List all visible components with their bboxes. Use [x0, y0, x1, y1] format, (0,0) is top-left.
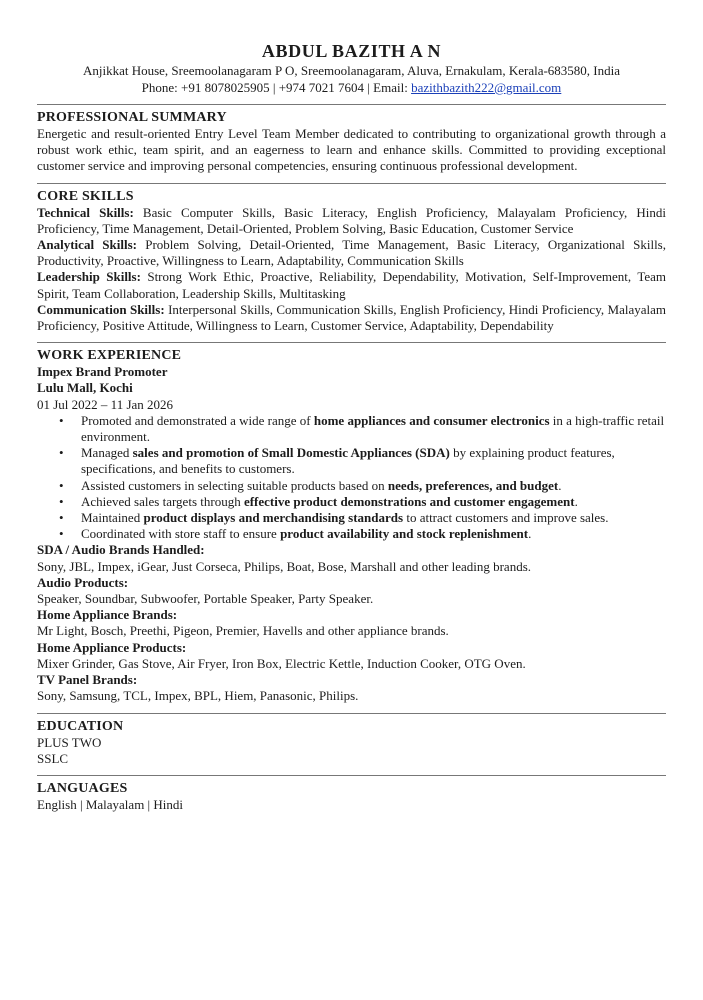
candidate-name: ABDUL BAZITH A N [261, 41, 442, 61]
skill-label: Technical Skills: [37, 204, 134, 220]
section-title-education: EDUCATION [37, 718, 124, 734]
job-location: Lulu Mall, Kochi [37, 380, 133, 396]
list-item: • Promoted and demonstrated a wide range of home appliances and consumer electronics in a high-traffic retail environment. [37, 413, 666, 445]
section-title-work: WORK EXPERIENCE [37, 348, 182, 364]
list-item: • Assisted customers in selecting suitable products based on needs, preferences, and budget. [37, 478, 666, 494]
group-heading: Audio Products: [37, 574, 129, 590]
skill-text: Strong Work Ethic, Proactive, Reliability, Dependability, Motivation, Self-Improvement, Team Spirit, Team Collaboration, Leadership Skills, Multitasking [37, 269, 666, 301]
summary-section [37, 109, 666, 175]
list-item: • Coordinated with store staff to ensure product availability and stock replenishment. [37, 526, 666, 542]
group-text: Speaker, Soundbar, Subwoofer, Portable Speaker, Party Speaker. [37, 591, 374, 607]
section-title-summary: PROFESSIONAL SUMMARY [37, 110, 227, 125]
skills-section [37, 188, 666, 335]
job-role: Impex Brand Promoter [37, 364, 168, 380]
section-title-languages: LANGUAGES [37, 780, 128, 796]
resume-header [37, 40, 666, 96]
email-link[interactable]: bazithbazith222@gmail.com [411, 80, 562, 95]
languages-text: English | Malayalam | Hindi [37, 796, 184, 812]
skill-text: Interpersonal Skills, Communication Skills, English Proficiency, Hindi Proficiency, Malayalam Proficiency, Positive Attitude, Willingness to Learn, Customer Service, Adaptability, Dependability [37, 301, 666, 334]
skill-label: Communication Skills: [37, 301, 165, 317]
group-heading: Home Appliance Products: [37, 639, 187, 655]
job-bullets [37, 413, 666, 543]
divider [37, 183, 666, 184]
divider [37, 775, 666, 776]
skill-group-technical [37, 205, 666, 237]
work-section [37, 347, 666, 704]
contact-line [37, 79, 666, 96]
skill-text: Problem Solving, Detail-Oriented, Time Management, Basic Literacy, Organizational Skills, Productivity, Proactive, Willingness to Learn, Adaptability, Communication Skills [37, 237, 666, 269]
skill-text: Basic Computer Skills, Basic Literacy, English Proficiency, Malayalam Proficiency, Hindi Proficiency, Time Management, Detail-Oriented, Problem Solving, Basic Education, Customer Service [37, 204, 666, 236]
divider [37, 713, 666, 714]
group-heading: SDA / Audio Brands Handled: [37, 542, 205, 558]
group-text: Mr Light, Bosch, Preethi, Pigeon, Premier, Havells and other appliance brands. [37, 623, 449, 639]
list-item: • Achieved sales targets through effective product demonstrations and customer engagement. [37, 494, 666, 510]
list-item: • Managed sales and promotion of Small Domestic Appliances (SDA) by explaining product features, specifications, and benefits to customers. [37, 445, 666, 477]
languages-section [37, 780, 666, 813]
divider [37, 104, 666, 105]
summary-text: Energetic and result-oriented Entry Level Team Member dedicated to contributing to organizational growth through a robust work ethic, team spirit, and an eagerness to learn and enhance skills. Committed to providing exceptional customer service and improving personal competencies, ensuring continuous professional development. [37, 126, 666, 174]
education-item: SSLC [37, 750, 69, 766]
phone-text: Phone: +91 8078025905 | +974 7021 7604 | Email: [141, 80, 412, 95]
education-item: PLUS TWO [37, 734, 102, 750]
skill-group-communication [37, 302, 666, 334]
group-heading: Home Appliance Brands: [37, 607, 178, 623]
group-text: Mixer Grinder, Gas Stove, Air Fryer, Iron Box, Electric Kettle, Induction Cooker, OTG Oven. [37, 655, 526, 671]
education-section [37, 718, 666, 767]
divider [37, 342, 666, 343]
skill-group-leadership [37, 269, 666, 301]
list-item: • Maintained product displays and merchandising standards to attract customers and improve sales. [37, 510, 666, 526]
job-dates: 01 Jul 2022 – 11 Jan 2026 [37, 396, 174, 412]
group-text: Sony, JBL, Impex, iGear, Just Corseca, Philips, Boat, Bose, Marshall and other leading brands. [37, 558, 532, 574]
address-line: Anjikkat House, Sreemoolanagaram P O, Sreemoolanagaram, Aluva, Ernakulam, Kerala-683580, India [82, 63, 621, 78]
group-text: Sony, Samsung, TCL, Impex, BPL, Hiem, Panasonic, Philips. [37, 688, 359, 704]
group-heading: TV Panel Brands: [37, 672, 138, 688]
skill-label: Leadership Skills: [37, 269, 141, 285]
skill-group-analytical [37, 237, 666, 269]
section-title-skills: CORE SKILLS [37, 188, 134, 204]
skill-label: Analytical Skills: [37, 237, 137, 253]
